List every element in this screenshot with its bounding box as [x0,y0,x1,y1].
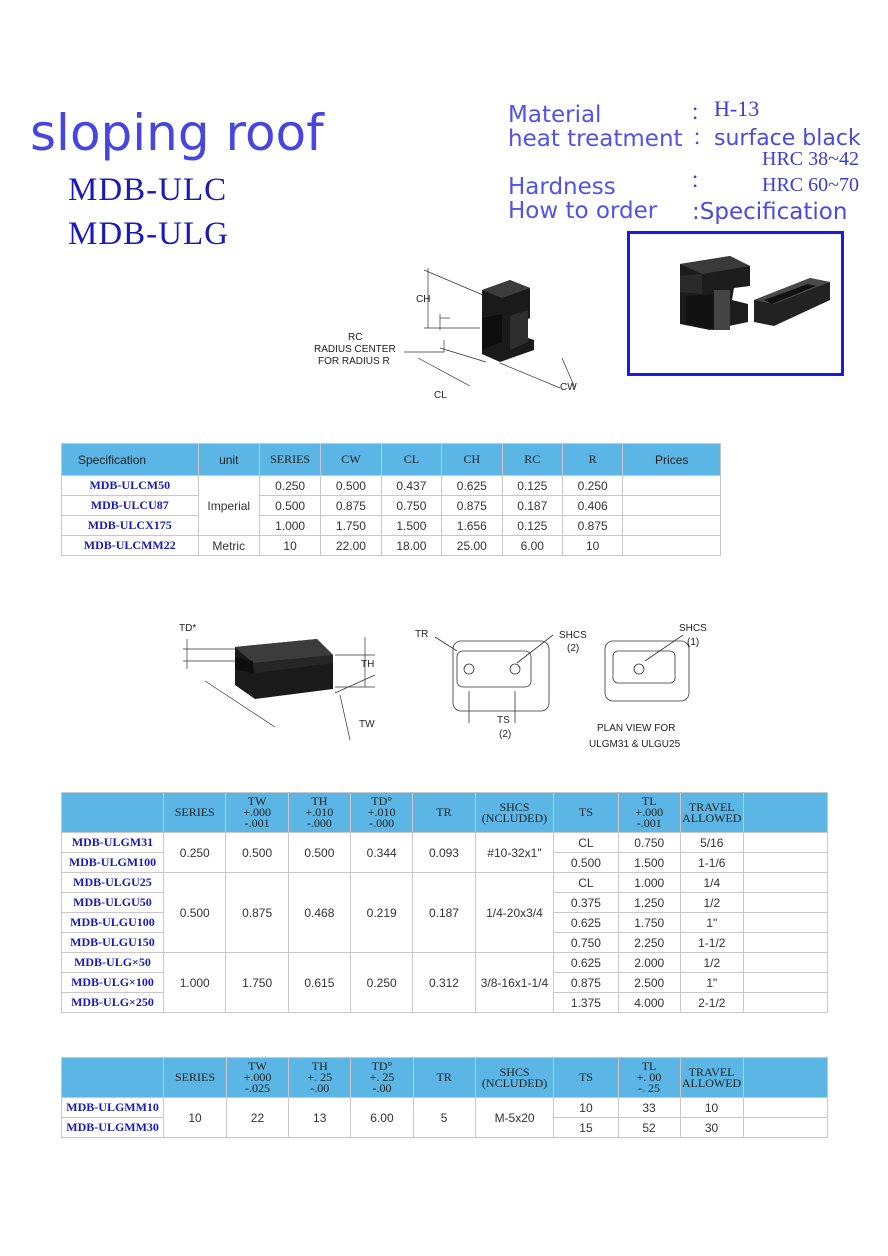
cell: 0.615 [288,953,350,1013]
spec-cell: MDB-ULG×100 [62,973,164,993]
header-blank [743,1058,827,1098]
cell: 10 [562,536,622,556]
header-rc: RC [502,444,562,476]
page-title: sloping roof [30,104,324,162]
shcs-2-label: SHCS [559,630,587,641]
header-tl [618,793,680,833]
cell: 0.875 [554,973,618,993]
h: -.001 [636,816,662,830]
cell: 0.500 [554,853,618,873]
cell: 18.00 [381,536,441,556]
h: TRAVEL [688,1064,735,1079]
product-photo [627,231,844,376]
header-cl: CL [381,444,441,476]
ulg-dimension-diagram [165,615,715,765]
cell: 1.750 [618,913,680,933]
header-travel [680,793,743,833]
cell: 0.250 [351,953,413,1013]
radius-center-label: RADIUS CENTER [314,344,396,355]
spec-cell: MDB-ULG×250 [62,993,164,1013]
cell: 0.093 [413,833,475,873]
shcs-1-label: SHCS [679,623,707,634]
table-row [62,476,721,496]
td-label: TD* [179,623,197,634]
h: TRAVEL [688,799,735,814]
header-prices: Prices [623,444,721,476]
cell: 3/8-16x1-1/4 [475,953,554,1013]
h: TD° [371,794,393,808]
spec-cell: MDB-ULGM31 [62,833,164,853]
heat-treatment-label: heat treatment [508,126,683,152]
table-row [62,516,721,536]
header-r: R [562,444,622,476]
ulc-dimension-diagram [300,258,620,418]
cell: 0.875 [226,873,288,953]
cell [743,1098,827,1118]
h: +. 25 [369,1070,395,1084]
cell: 1" [680,913,743,933]
price-cell [623,536,721,556]
h: -.000 [369,816,395,830]
hrc-value-2: HRC 60~70 [762,174,859,196]
cell: 1.656 [442,516,502,536]
cell: 0.250 [259,476,320,496]
cell: 2.250 [618,933,680,953]
ulg-metric-spec-table [61,1057,828,1138]
cell: 2-1/2 [680,993,743,1013]
cell [743,993,827,1013]
for-radius-r-label: FOR RADIUS R [318,356,390,367]
cell: 22 [226,1098,288,1138]
cell: 2.000 [618,953,680,973]
header-tl [618,1058,680,1098]
cell [743,853,827,873]
rc-label: RC [348,332,363,343]
cell: 1.000 [618,873,680,893]
cell: 0.406 [562,496,622,516]
price-cell [623,476,721,496]
cell: 10 [259,536,320,556]
cell: 33 [618,1098,680,1118]
spec-cell: MDB-ULCM50 [62,476,199,496]
cell [743,933,827,953]
cell: 22.00 [321,536,381,556]
ulg-spec-table [61,792,828,1013]
how-to-order-value: :Specification [692,199,848,225]
cell: 1" [680,973,743,993]
cw-label: CW [560,382,577,393]
material-value: H-13 [714,96,760,121]
spec-cell: MDB-ULGMM10 [62,1098,164,1118]
h: +. 00 [636,1070,662,1084]
cell: 0.750 [618,833,680,853]
header-ch: CH [442,444,502,476]
cell: 10 [554,1098,618,1118]
cell [743,953,827,973]
spec-cell: MDB-ULGMM30 [62,1118,164,1138]
hardness-label: Hardness [508,174,616,200]
h: -.000 [306,816,332,830]
h: +.010 [305,805,334,819]
header-td [351,1058,413,1098]
part-name-ulc: MDB-ULC [68,172,228,208]
colon-2: ： [690,168,713,193]
cell: 0.500 [163,873,226,953]
cell: 0.250 [163,833,226,873]
header-tw [226,1058,288,1098]
ch-label: CH [416,294,431,305]
header-shcs [475,793,554,833]
header-ts: TS [554,1058,618,1098]
table-row [62,953,828,973]
h: -.001 [244,816,270,830]
cell: 1/4 [680,873,743,893]
header-series: SERIES [163,793,226,833]
h: SHCS [499,799,530,814]
spec-cell: MDB-ULGU150 [62,933,164,953]
cell: CL [554,833,618,853]
price-cell [623,516,721,536]
cell: 10 [164,1098,227,1138]
cell [743,893,827,913]
cell: 0.187 [413,873,475,953]
spec-cell: MDB-ULGU25 [62,873,164,893]
cell: 0.875 [321,496,381,516]
cell: 0.500 [259,496,320,516]
cell: 10 [680,1098,743,1118]
ts-count: (2) [499,729,512,740]
header-tr: TR [413,1058,475,1098]
cell: 1.250 [618,893,680,913]
cell: 0.125 [502,516,562,536]
tw-label: TW [359,719,375,730]
plan-view-label: PLAN VIEW FOR [597,723,676,734]
hrc-value-1: HRC 38~42 [762,148,859,170]
shcs-2-count: (2) [567,643,580,654]
cell: 0.500 [226,833,288,873]
header-series: SERIES [164,1058,227,1098]
cell: 2.500 [618,973,680,993]
unit-metric: Metric [198,536,259,556]
cell: 4.000 [618,993,680,1013]
h: TL [641,1059,657,1073]
cell: 1.000 [259,516,320,536]
cell: 1-1/6 [680,853,743,873]
header-cw: CW [321,444,381,476]
cell: #10-32x1" [475,833,554,873]
cl-label: CL [434,390,447,401]
header-blank [743,793,827,833]
cell: 0.875 [442,496,502,516]
cell [743,913,827,933]
header-ts: TS [554,793,618,833]
cell: 0.250 [562,476,622,496]
cell: 0.625 [442,476,502,496]
cell: 1.375 [554,993,618,1013]
cell [743,1118,827,1138]
material-label: Material [508,102,602,128]
cell: 0.500 [288,833,350,873]
colon: ： [690,100,713,125]
shcs-1-count: (1) [687,637,700,648]
spec-cell: MDB-ULGU50 [62,893,164,913]
spec-cell: MDB-ULCX175 [62,516,199,536]
header-th [288,793,350,833]
unit-imperial: Imperial [198,476,259,536]
h: TH [311,794,328,808]
h: TD° [371,1059,393,1073]
h: TW [247,794,267,808]
cell: 0.625 [554,953,618,973]
cell [743,873,827,893]
h: SHCS [499,1064,530,1079]
cell: 1/2 [680,953,743,973]
cell: 0.750 [381,496,441,516]
tr-label: TR [415,629,429,640]
header-td [351,793,413,833]
h: +.000 [635,805,664,819]
cell: 0.625 [554,913,618,933]
cell: 0.187 [502,496,562,516]
h: ALLOWED [682,810,742,825]
cell: 0.750 [554,933,618,953]
h: ALLOWED [681,1075,742,1090]
cell: 13 [289,1098,351,1138]
h: -.025 [244,1081,270,1095]
header-travel [680,1058,743,1098]
h: TL [641,794,657,808]
cell: 1.500 [618,853,680,873]
header-tw [226,793,288,833]
price-cell [623,496,721,516]
cell: M-5x20 [475,1098,554,1138]
cell: 0.375 [554,893,618,913]
ulc-spec-table [61,443,721,556]
h: -. 25 [638,1081,661,1095]
table-row [62,873,828,893]
cell [743,973,827,993]
header-series: SERIES [259,444,320,476]
header-shcs [475,1058,554,1098]
heat-treatment-value: ：surface black [692,126,861,151]
cell: 1/2 [680,893,743,913]
header-th [289,1058,351,1098]
cell: 5/16 [680,833,743,853]
cell: 0.312 [413,953,475,1013]
cell: 1.500 [381,516,441,536]
cell: 0.500 [321,476,381,496]
header-spec-blank [62,793,164,833]
table-row [62,496,721,516]
cell: 1.750 [226,953,288,1013]
h: (NCLUDED) [481,810,548,825]
cell: 5 [413,1098,475,1138]
header-spec-blank [62,1058,164,1098]
cell: 30 [680,1118,743,1138]
spec-cell: MDB-ULCMM22 [62,536,199,556]
header-tr: TR [413,793,475,833]
cell: 0.219 [351,873,413,953]
cell: 0.125 [502,476,562,496]
how-to-order-label: How to order [508,198,658,224]
table-row [62,1098,828,1118]
header-unit: unit [198,444,259,476]
cell [743,833,827,853]
table-row [62,833,828,853]
h: (NCLUDED) [481,1075,548,1090]
cell: CL [554,873,618,893]
h: -.00 [372,1081,392,1095]
cell: 0.437 [381,476,441,496]
part-name-ulg: MDB-ULG [68,216,229,252]
cell: 0.344 [351,833,413,873]
cell: 0.875 [562,516,622,536]
cell: 15 [554,1118,618,1138]
spec-cell: MDB-ULG×50 [62,953,164,973]
cell: 0.468 [288,873,350,953]
cell: 1-1/2 [680,933,743,953]
cell: 6.00 [502,536,562,556]
spec-cell: MDB-ULCU87 [62,496,199,516]
h: +.000 [243,1070,272,1084]
cell: 25.00 [442,536,502,556]
th-label: TH [361,659,375,670]
h: +.000 [243,805,271,819]
header-specification: Specification [62,444,199,476]
h: TH [311,1059,328,1073]
spec-cell: MDB-ULGU100 [62,913,164,933]
h: +.010 [367,805,396,819]
plan-view-parts: ULGM31 & ULGU25 [589,739,681,750]
cell: 1.750 [321,516,381,536]
cell: 6.00 [351,1098,413,1138]
h: +. 25 [307,1070,333,1084]
spec-cell: MDB-ULGM100 [62,853,164,873]
table-row [62,536,721,556]
cell: 1.000 [163,953,226,1013]
cell: 1/4-20x3/4 [475,873,554,953]
h: TW [248,1059,267,1073]
ts-label: TS [497,715,510,726]
h: -.00 [310,1081,330,1095]
cell: 52 [618,1118,680,1138]
